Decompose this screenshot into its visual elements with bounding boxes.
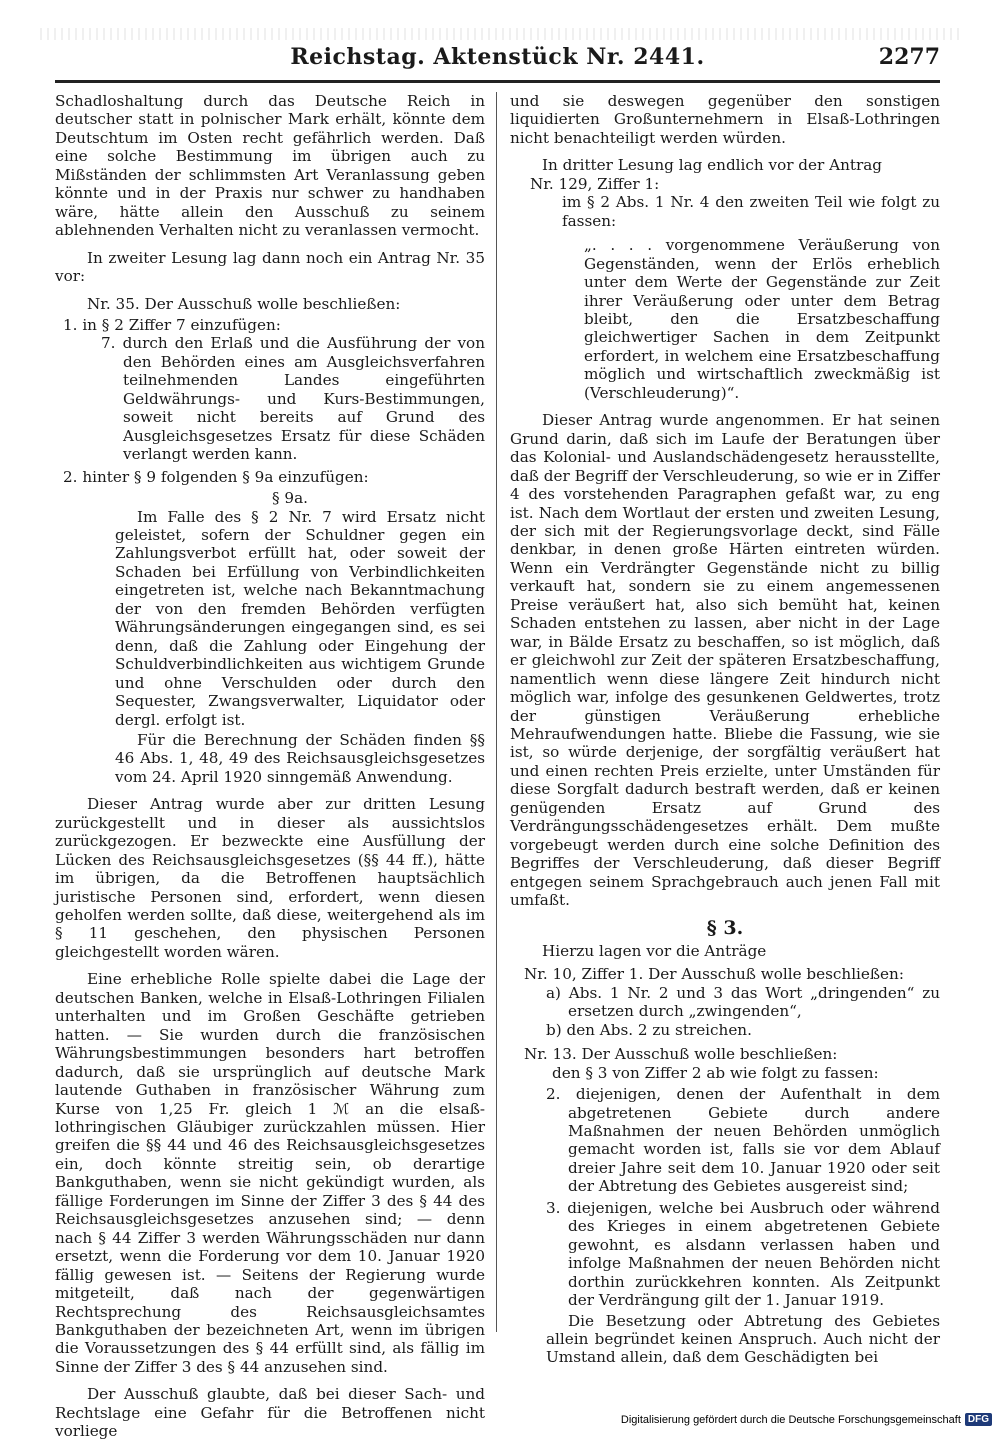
paragraph: und sie deswegen gegenüber den sonstigen liquidierten Großunternehmern in Elsaß-Lothringen nicht benachteiligt werden würden. <box>510 92 940 147</box>
list-item: 2. diejenigen, denen der Aufenthalt in dem abgetretenen Gebiete durch andere Maßnahmen der neuen Behörden unmöglich gemacht worden ist, falls sie vor dem Ablauf dreier Jahre seit dem 10. Januar 1920 oder seit der Abtretung des Gebietes ausgereist sind; <box>546 1085 940 1196</box>
page-number: 2277 <box>878 44 940 70</box>
dfg-logo: DFG <box>965 1413 992 1426</box>
page-header <box>55 40 940 83</box>
list-item: 7. durch den Erlaß und die Ausführung der von den Behörden eines am Ausgleichsverfahren teilnehmenden Landes eingeführten Geldwährungs- und Kurs-Bestimmungen, soweit nicht bereits auf Grund des Ausgleichsgesetzes Ersatz für diese Schäden verlangt werden kann. <box>101 334 485 464</box>
paragraph: Schadloshaltung durch das Deutsche Reich in deutscher statt in polnischer Mark erhält, könnte dem Deutschtum im Osten recht gefährlich werden. Daß eine solche Bestimmung im übrigen auch zu Mißständen der schlimmsten Art Veranlassung geben könnte und in der Praxis nur schwer zu handhaben wäre, hätte allein den Ausschuß zu seinem ablehnenden Verhalten nicht zu veranlassen vermocht. <box>55 92 485 240</box>
paragraph: Hierzu lagen vor die Anträge <box>542 941 767 960</box>
paragraph: den § 3 von Ziffer 2 ab wie folgt zu fassen: <box>552 1063 879 1082</box>
paragraph: In zweiter Lesung lag dann noch ein Antrag Nr. 35 vor: <box>55 248 485 286</box>
motion-heading: Nr. 13. Der Ausschuß wolle beschließen: <box>524 1045 838 1064</box>
paragraph: In dritter Lesung lag endlich vor der Antrag <box>542 156 882 175</box>
paragraph: Die Besetzung oder Abtretung des Gebietes allein begründet keinen Anspruch. Auch nicht der Umstand allein, daß dem Geschädigten bei <box>546 1311 940 1367</box>
list-item: a) Abs. 1 Nr. 2 und 3 das Wort „dringenden“ zu ersetzen durch „zwingenden“, <box>546 983 940 1021</box>
paragraph: Dieser Antrag wurde aber zur dritten Lesung zurückgestellt und in dieser als aussichtslos zurückgezogen. Er bezweckte eine Ausfüllung der Lücken des Reichsausgleichsgesetzes (§§ 44 ff.), hätte im übrigen, da die Betroffenen hauptsächlich juristische Personen sind, erfordert, wenn diesen geholfen werden sollte, daß diese, weitergehend als im § 11 geschehen, den physischen Personen gleichgestellt worden wären. <box>55 795 485 961</box>
section-heading: § 9a. <box>272 489 308 508</box>
list-item: 3. diejenigen, welche bei Ausbruch oder während des Krieges in einem abgetretenen Gebiete gewohnt, es alsdann verlassen haben und infolge Maßnahmen der neuen Behörden nicht dorthin zurückkehren konnten. Als Zeitpunkt der Verdrängung gilt der 1. Januar 1919. <box>546 1198 940 1310</box>
paragraph: Eine erhebliche Rolle spielte dabei die Lage der deutschen Banken, welche in Elsaß-Lothringen Filialen unterhalten und im Großen Geschäfte getrieben hatten. — Sie wurden durch die französischen Währungsbestimmungen besonders hart betroffen dadurch, daß sie ursprünglich auf deutsche Mark lautende Guthaben in französischer Währung zum Kurse von 1,25 Fr. gleich 1 ℳ an die elsaß-lothringischen Gläubiger zurückzahlen müssen. Hier greifen die §§ 44 und 46 des Reichsausgleichsgesetzes ein, doch könnte streitig sein, ob derartige Bankguthaben, wenn sie nicht gekündigt wurden, als fällige Forderungen im Sinne der Ziffer 3 des § 44 des Reichsausgleichsgesetzes anzusehen sind; — denn nach § 44 Ziffer 3 werden Währungsschäden nur dann ersetzt, wenn die Forderung vor dem 10. Januar 1920 fällig gewesen ist. — Seitens der Regierung wurde mitgeteilt, daß nach der gegenwärtigen Rechtsprechung des Reichsausgleichsamtes Bankguthaben der bezeichneten Art, wenn im übrigen die Voraussetzungen des § 44 erfüllt sind, als fällig im Sinne der Ziffer 3 des § 44 anzusehen sind. <box>55 970 485 1376</box>
digitization-footer <box>621 1413 992 1426</box>
list-item: b) den Abs. 2 zu streichen. <box>546 1020 752 1039</box>
paragraph: Der Ausschuß glaubte, daß bei dieser Sach- und Rechtslage eine Gefahr für die Betroffenen nicht vorliege <box>55 1385 485 1441</box>
section-heading: § 3. <box>706 917 744 940</box>
motion-heading: Nr. 35. Der Ausschuß wolle beschließen: <box>87 294 401 313</box>
quoted-paragraph: „. . . . vorgenommene Veräußerung von Gegenständen, wenn der Erlös erheblich unter dem Werte der Gegenstände zur Zeit ihrer Veräußerung oder unter dem Betrag bleibt, den die Ersatzbeschaffung gleichwertiger Sachen in dem Zeitpunkt erfordert, in welchem eine Ersatzbeschaffung möglich und wirtschaftlich zweckmäßig ist (Verschleuderung)“. <box>584 236 940 402</box>
paragraph: im § 2 Abs. 1 Nr. 4 den zweiten Teil wie folgt zu fassen: <box>562 193 940 230</box>
right-column <box>510 92 940 1367</box>
column-divider <box>496 92 497 1332</box>
scan-noise <box>40 28 960 40</box>
list-item: 2. hinter § 9 folgenden § 9a einzufügen: <box>63 467 369 486</box>
motion-heading: Nr. 10, Ziffer 1. Der Ausschuß wolle beschließen: <box>524 965 904 984</box>
quoted-paragraph: Für die Berechnung der Schäden finden §§ 46 Abs. 1, 48, 49 des Reichsausgleichsgesetzes vom 24. April 1920 sinngemäß Anwendung. <box>115 730 485 786</box>
footer-text: Digitalisierung gefördert durch die Deutsche Forschungsgemeinschaft <box>620 1413 961 1426</box>
left-column <box>55 92 485 1441</box>
quoted-paragraph: Im Falle des § 2 Nr. 7 wird Ersatz nicht geleistet, sofern der Schuldner gegen ein Zahlungsverbot erfüllt hat, oder soweit der Schaden bei Erfüllung von Verbindlichkeiten eingetreten ist, welche nach Bekanntmachung der von den fremden Behörden verfügten Währungsänderungen eingegangen sind, es sei denn, daß die Zahlung oder Eingehung der Schuldverbindlichkeiten aus wichtigem Grunde und ohne Verschulden oder durch den Sequester, Zwangsverwalter, Liquidator oder dergl. erfolgt ist. <box>115 507 485 729</box>
list-item: 1. in § 2 Ziffer 7 einzufügen: <box>63 315 281 334</box>
paragraph: Dieser Antrag wurde angenommen. Er hat seinen Grund darin, daß sich im Laufe der Beratungen über das Kolonial- und Auslandschädengesetz herausstellte, daß der Begriff der Verschleuderung, so wie er in Ziffer 4 des vorstehenden Paragraphen gefaßt war, zu eng ist. Nach dem Wortlaut der ersten und zweiten Lesung, der sich mit der Regierungsvorlage deckt, sind Fälle denkbar, in denen große Härten eintreten würden. Wenn ein Verdrängter Gegenstände nicht zu billig verkauft hat, sondern sie zu einem angemessenen Preise veräußert hat, also sich bemüht hat, keinen Schaden entstehen zu lassen, aber nicht in der Lage war, in Bälde Ersatz zu beschaffen, so ist möglich, daß er gleichwohl zur Zeit der späteren Ersatzbeschaffung, namentlich wenn diese längere Zeit hindurch nicht möglich war, infolge des gesunkenen Geldwertes, trotz der günstigen Veräußerung erhebliche Mehraufwendungen hatte. Bliebe die Fassung, wie sie ist, so würde derjenige, der sorgfältig veräußert hat und einen rechten Preis erzielte, unter Umständen für diese Sorgfalt dadurch bestraft werden, daß er keinen genügenden Ersatz auf Grund des Verdrängungsschädengesetzes erhält. Dem mußte vorgebeugt werden durch eine solche Definition des Begriffes der Verschleuderung, daß dieser Begriff entgegen seinem Sprachgebrauch auch jenen Fall mit umfaßt. <box>510 411 940 910</box>
motion-heading: Nr. 129, Ziffer 1: <box>530 174 660 193</box>
page-title: Reichstag. Aktenstück Nr. 2441. <box>290 44 705 70</box>
